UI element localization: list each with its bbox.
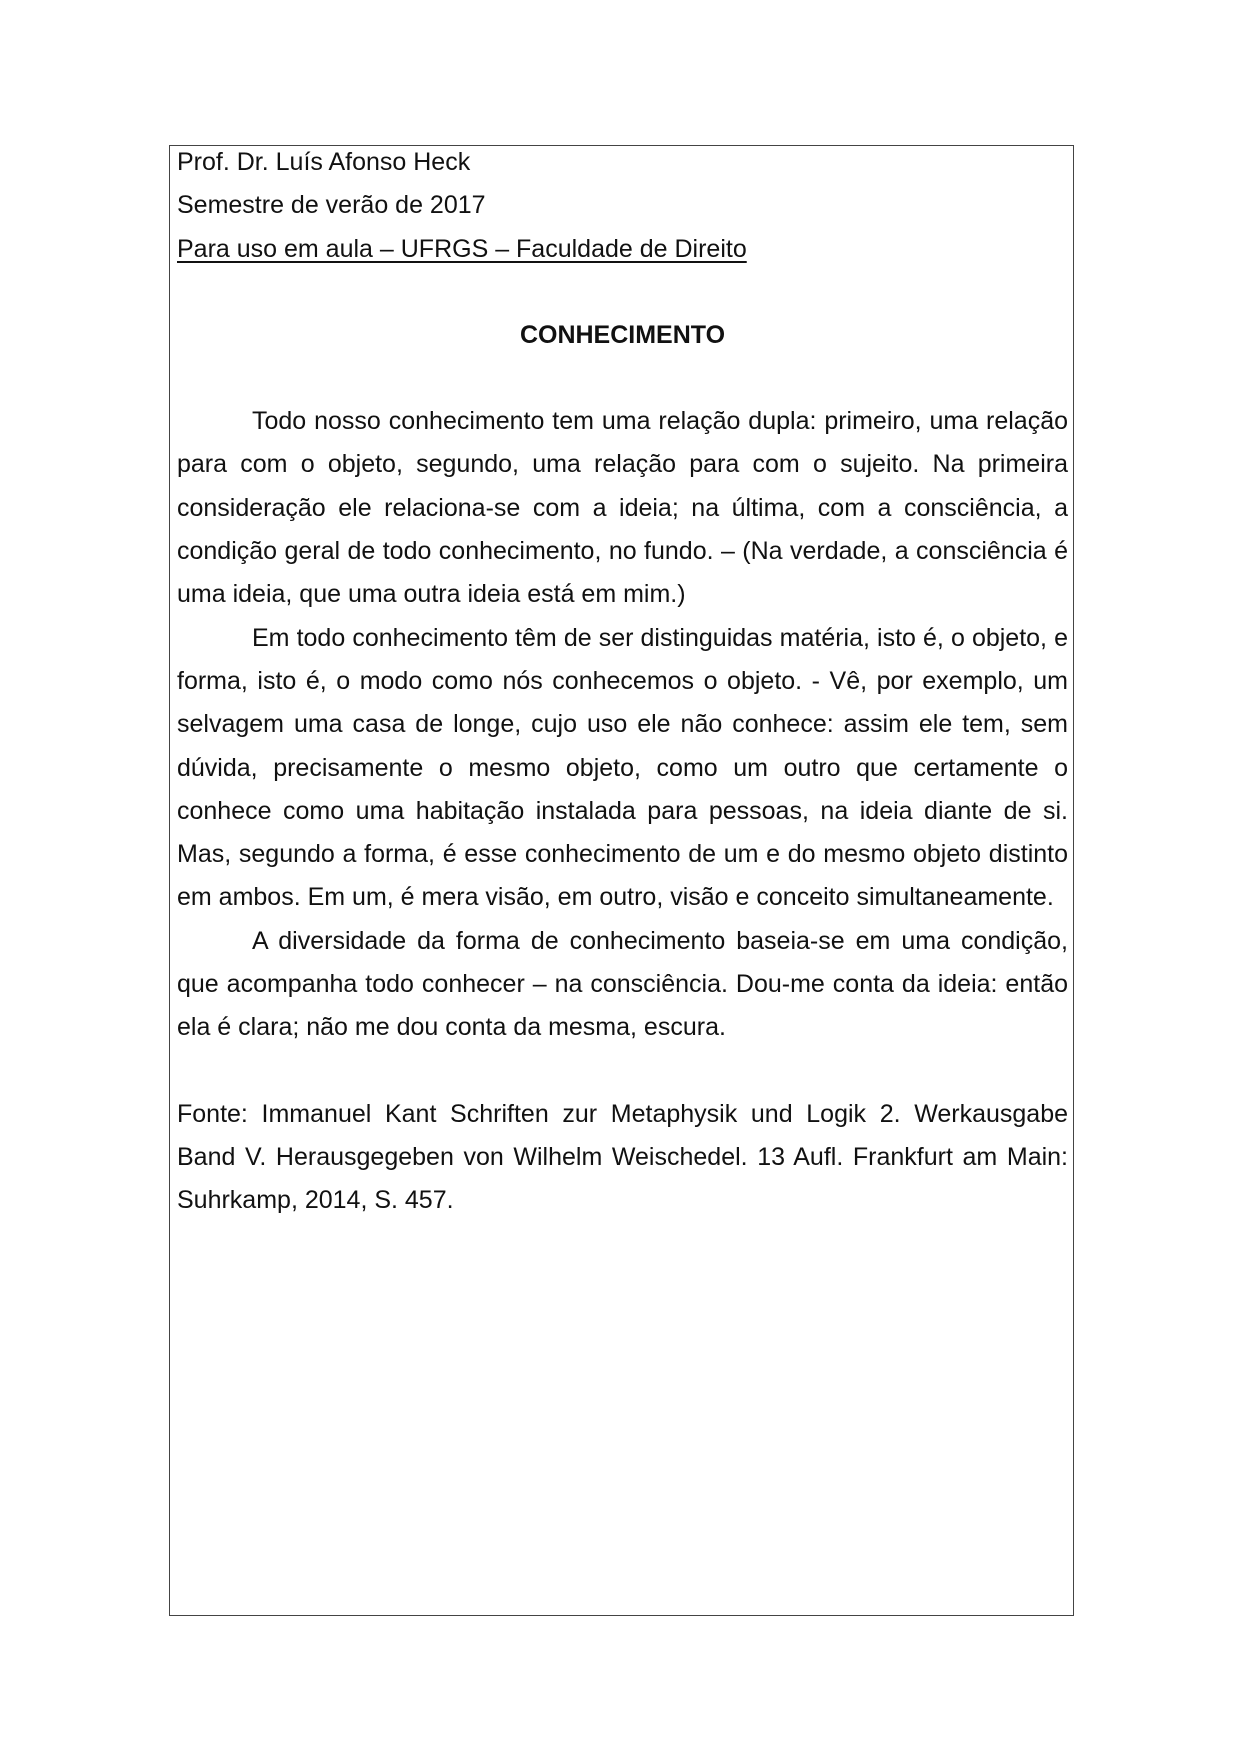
semester-line: Semestre de verão de 2017 bbox=[177, 191, 486, 220]
usage-line: Para uso em aula – UFRGS – Faculdade de Direito bbox=[177, 234, 747, 263]
paragraph-1: Todo nosso conhecimento tem uma relação dupla: primeiro, uma relação para com o objeto, segundo, uma relação para com o sujeito. Na primeira consideração ele relaciona-se com a ideia; na última, com a consciência, a condição geral de todo conhecimento, no fundo. – (Na verdade, a consciência é uma ideia, que uma outra ideia está em mim.) bbox=[177, 407, 1068, 609]
document-body bbox=[177, 141, 1068, 1223]
paragraph-2: Em todo conhecimento têm de ser distinguidas matéria, isto é, o objeto, e forma, isto é, o modo como nós conhecemos o objeto. - Vê, por exemplo, um selvagem uma casa de longe, cujo uso ele não conhece: assim ele tem, sem dúvida, precisamente o mesmo objeto, como um outro que certamente o conhece como uma habitação instalada para pessoas, na ideia diante de si. Mas, segundo a forma, é esse conhecimento de um e do mesmo objeto distinto em ambos. Em um, é mera visão, em outro, visão e conceito simultaneamente. bbox=[177, 623, 1068, 912]
author-line: Prof. Dr. Luís Afonso Heck bbox=[177, 148, 471, 176]
paragraph-3: A diversidade da forma de conhecimento baseia-se em uma condição, que acompanha todo conhecer – na consciência. Dou-me conta da ideia: então ela é clara; não me dou conta da mesma, escura. bbox=[177, 926, 1068, 1042]
source-citation: Fonte: Immanuel Kant Schriften zur Metaphysik und Logik 2. Werkausgabe Band V. Herausgegeben von Wilhelm Weischedel. 13 Aufl. Frankfurt am Main: Suhrkamp, 2014, S. 457. bbox=[177, 1099, 1068, 1215]
document-title: CONHECIMENTO bbox=[519, 320, 726, 349]
